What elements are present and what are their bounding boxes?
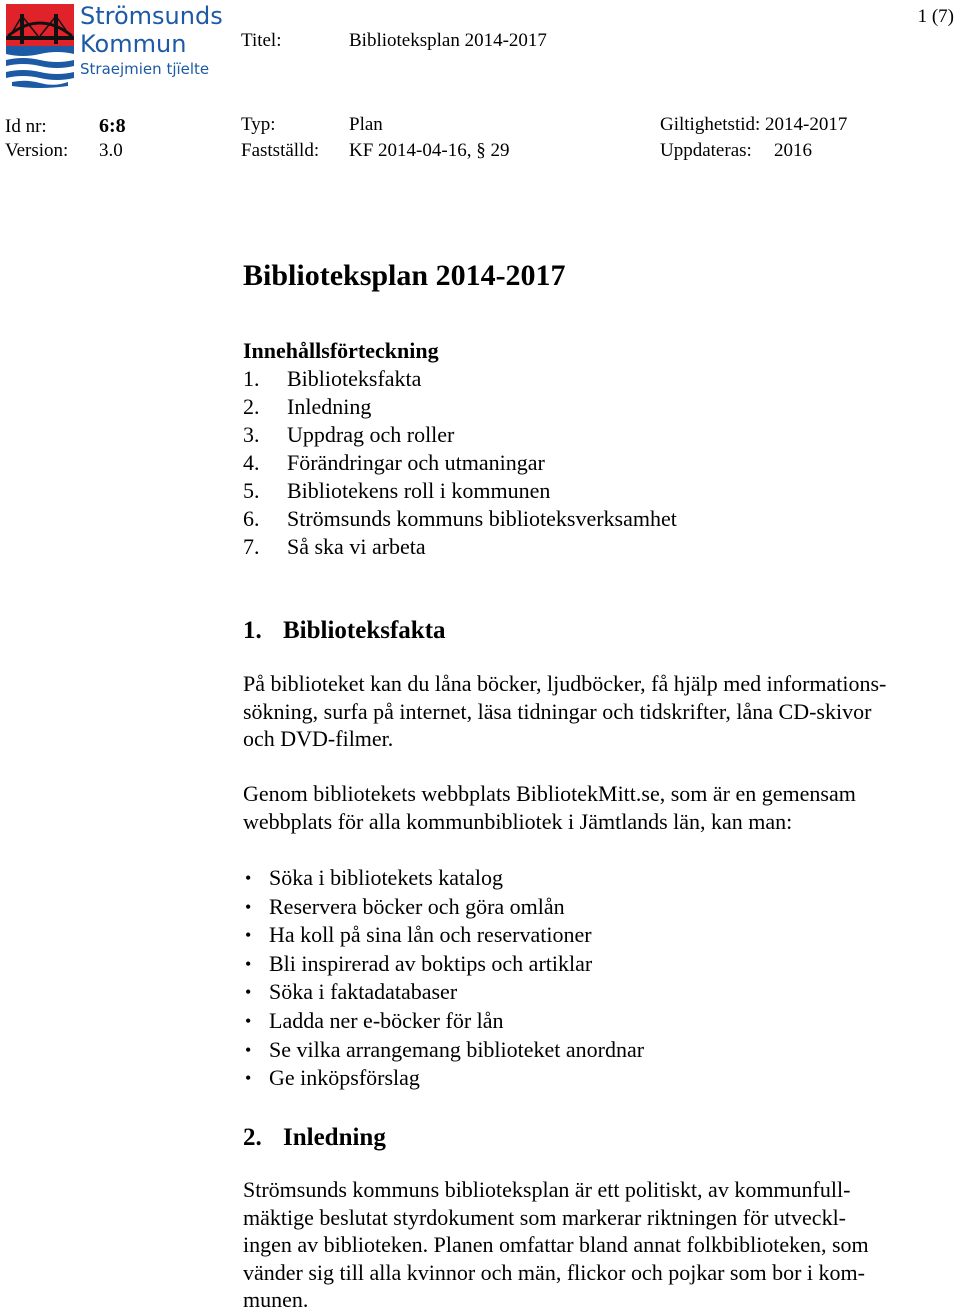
- list-item: • Se vilka arrangemang biblioteket anordnar: [243, 1036, 644, 1065]
- established-label: Fastställd:: [241, 140, 320, 161]
- document-title: Biblioteksplan 2014-2017: [243, 259, 566, 292]
- bullet-icon: •: [245, 868, 252, 888]
- list-item: • Ha koll på sina lån och reservationer: [243, 921, 644, 950]
- validity-text: Giltighetstid: 2014-2017: [660, 114, 848, 135]
- established-value: KF 2014-04-16, § 29: [349, 140, 510, 161]
- id-value: 6:8: [99, 115, 126, 137]
- toc-number: 7.: [243, 534, 260, 559]
- section-title: Biblioteksfakta: [283, 617, 446, 644]
- updated-label: Uppdateras:: [660, 140, 752, 161]
- toc-item-7[interactable]: [243, 533, 677, 561]
- bullet-icon: •: [245, 1039, 252, 1060]
- toc-number: 2.: [243, 394, 260, 419]
- paragraph-line: vänder sig till alla kvinnor och män, flickor och pojkar som bor i kom-: [243, 1259, 865, 1285]
- id-label: Id nr:: [5, 116, 47, 137]
- toc-label: Så ska vi arbeta: [287, 534, 426, 559]
- section-number: 1.: [243, 617, 262, 644]
- section-title: Inledning: [283, 1124, 386, 1151]
- toc-label: Förändringar och utmaningar: [287, 450, 545, 475]
- paragraph-line: På biblioteket kan du låna böcker, ljudböcker, få hjälp med informations-: [243, 671, 887, 696]
- section-number: 2.: [243, 1124, 262, 1151]
- paragraph-line: webbplats för alla kommunbibliotek i Jämtlands län, kan man:: [243, 808, 793, 834]
- toc-label: Strömsunds kommuns biblioteksverksamhet: [287, 506, 677, 531]
- type-value: Plan: [349, 114, 383, 135]
- toc-label: Bibliotekens roll i kommunen: [287, 478, 551, 503]
- paragraph-line: och DVD-filmer.: [243, 726, 394, 752]
- paragraph-line: ingen av biblioteken. Planen omfattar bland annat folkbiblioteken, som: [243, 1232, 869, 1258]
- toc-number: 5.: [243, 478, 260, 503]
- section-2-paragraph: [243, 1176, 960, 1314]
- section-1-paragraph-2: [243, 780, 960, 835]
- bullet-icon: •: [245, 982, 252, 1003]
- toc-item-2[interactable]: [243, 393, 677, 421]
- section-1-paragraph-1: [243, 670, 960, 753]
- list-item: • Ge inköpsförslag: [243, 1064, 644, 1093]
- version-value: 3.0: [99, 140, 123, 161]
- feature-bullet-list: [243, 864, 644, 1093]
- paragraph-line: sökning, surfa på internet, läsa tidningar och tidskrifter, låna CD-skivor: [243, 698, 872, 724]
- toc-list: [243, 365, 677, 561]
- bullet-icon: •: [245, 925, 252, 946]
- toc-label: Biblioteksfakta: [287, 366, 422, 391]
- type-label: Typ:: [241, 114, 276, 135]
- paragraph-line: Genom bibliotekets webbplats BibliotekMitt.se, som är en gemensam: [243, 781, 856, 806]
- logo-text-kommun: Kommun: [80, 30, 187, 58]
- bullet-icon: •: [245, 896, 252, 917]
- toc-label: Uppdrag och roller: [287, 422, 455, 447]
- logo-text-sami: Straejmien tjïelte: [80, 60, 210, 78]
- toc-label: Inledning: [287, 394, 372, 419]
- municipality-logo: [4, 2, 223, 88]
- toc-number: 4.: [243, 450, 260, 475]
- list-item: • Söka i faktadatabaser: [243, 978, 644, 1007]
- paragraph-line: munen.: [243, 1287, 309, 1313]
- toc-item-5[interactable]: [243, 477, 677, 505]
- paragraph-line: mäktige beslutat styrdokument som markerar riktningen för utveckl-: [243, 1204, 847, 1230]
- bullet-icon: •: [245, 1068, 252, 1089]
- section-1-heading: [243, 617, 446, 645]
- list-item: • Bli inspirerad av boktips och artiklar: [243, 950, 644, 979]
- toc-heading: Innehållsförteckning: [243, 338, 439, 363]
- list-item: • Söka i bibliotekets katalog: [243, 864, 644, 893]
- toc-number: 3.: [243, 422, 260, 447]
- updated-value: 2016: [774, 140, 812, 161]
- version-label: Version:: [5, 140, 69, 161]
- toc-item-4[interactable]: [243, 449, 677, 477]
- toc-number: 1.: [243, 366, 260, 391]
- section-2-heading: [243, 1124, 386, 1152]
- title-label: Titel:: [241, 30, 282, 51]
- bullet-icon: •: [245, 953, 252, 974]
- logo-text-stromsunds: Strömsunds: [80, 2, 223, 30]
- toc-number: 6.: [243, 506, 260, 531]
- page-number: 1 (7): [917, 6, 954, 27]
- paragraph-line: Strömsunds kommuns biblioteksplan är ett politiskt, av kommunfull-: [243, 1177, 851, 1202]
- title-value: Biblioteksplan 2014-2017: [349, 30, 547, 51]
- list-item: • Ladda ner e-böcker för lån: [243, 1007, 644, 1036]
- bullet-icon: •: [245, 1010, 252, 1031]
- toc-item-1[interactable]: [243, 365, 677, 393]
- list-item: • Reservera böcker och göra omlån: [243, 893, 644, 922]
- toc-item-3[interactable]: [243, 421, 677, 449]
- toc-item-6[interactable]: [243, 505, 677, 533]
